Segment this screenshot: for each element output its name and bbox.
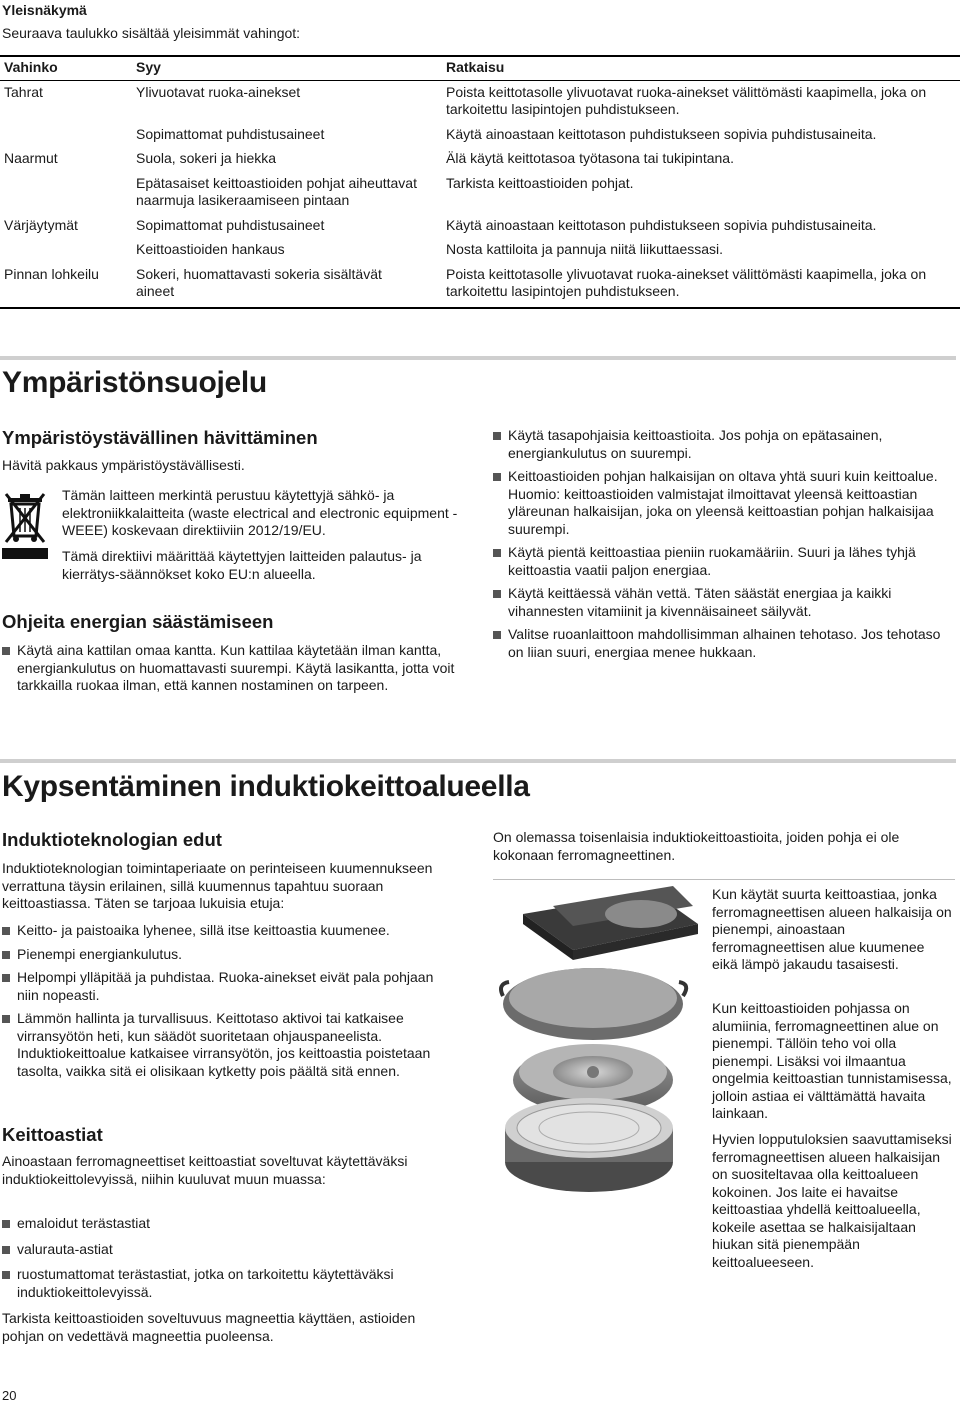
table-row — [0, 238, 960, 263]
cell-solution: Nosta kattiloita ja pannuja niitä liikuttaessasi. — [446, 241, 724, 257]
cell-solution: Tarkista keittoastioiden pohjat. — [446, 174, 634, 191]
bullet-icon — [493, 432, 501, 440]
cell-cause: Suola, sokeri ja hiekka — [136, 150, 277, 166]
cell-cause: Sopimattomat puhdistusaineet — [136, 125, 325, 142]
cookware-list — [2, 1215, 458, 1307]
energy-tips-left — [2, 642, 458, 701]
cell-damage: Naarmut — [4, 150, 58, 166]
list-item: Keitto- ja paistoaika lyhenee, sillä itse keittoastia kuumenee. — [2, 922, 458, 940]
list-item: Käytä keittäessä vähän vettä. Täten säästät energiaa ja kaikki vihannesten vitamiinit ja kivennäisaineet säilyvät. — [493, 585, 955, 620]
bullet-icon — [2, 974, 10, 982]
damage-table — [0, 55, 960, 309]
table-row — [0, 123, 960, 148]
right-intro: On olemassa toisenlaisia induktiokeittoastioita, joiden pohja ei ole kokonaan ferromagneettinen. — [493, 829, 900, 863]
bullet-icon — [2, 927, 10, 935]
right-paragraph-3: Hyvien lopputuloksien saavuttamiseksi ferromagneettisen alueen halkaisijan on suositeltavaa olla keittoalueen kokoinen. Jos laite ei havaitse keittoastiaa yhdellä keittoalueella, kokeile asettaa se halkaisijaltaan hiukan sitä pienempään keittoalueeseen. — [712, 1131, 952, 1270]
list-item: Keittoastioiden pohjan halkaisijan on oltava yhtä suuri kuin keittoalue. Huomio: keittoastioiden valmistajat ilmoittavat yleensä keittoastian yläreunan halkaisijan, joka on yleensä keittoastian pohjan halkaisijaa suurempi. — [493, 468, 955, 538]
list-item: valurauta-astiat — [2, 1241, 458, 1259]
table-row — [0, 263, 960, 308]
section-divider — [0, 759, 956, 763]
benefits-list — [2, 922, 458, 1086]
environment-title: Ympäristönsuojelu — [2, 366, 267, 399]
list-item: Pienempi energiankulutus. — [2, 946, 458, 964]
bullet-icon — [2, 1220, 10, 1228]
list-item: ruostumattomat terästastiat, jotka on tarkoitettu käytettäväksi induktiokeittolevyissä. — [2, 1266, 458, 1301]
right-paragraph-2: Kun keittoastioiden pohjassa on alumiinia, ferromagneettinen alue on pienempi. Tällöin teho voi olla pienempi. Lisäksi voi ilmaantua ongelmia keittoastian tunnistamisessa, jolloin astiaa ei välttämättä havaita lainkaan. — [712, 1000, 952, 1121]
cookware-illustration — [493, 884, 703, 1194]
cell-cause: Epätasaiset keittoastioiden pohjat aiheuttavat naarmuja lasikeraamiseen pintaan — [136, 174, 417, 208]
benefits-intro: Induktioteknologian toimintaperiaate on perinteiseen kuumennukseen verrattuna täysin erilainen, sillä kuumennus tapahtuu suoraan keittoastiassa. Täten se tarjoaa lukuisia etuja: — [2, 860, 433, 911]
cell-damage: Pinnan lohkeilu — [0, 263, 132, 308]
header-solution: Ratkaisu — [442, 56, 960, 80]
table-header-row — [0, 56, 960, 80]
table-row — [0, 172, 960, 214]
bullet-icon — [2, 647, 10, 655]
section-divider — [0, 356, 956, 360]
energy-tips-right — [493, 427, 955, 667]
list-item: Helpompi ylläpitää ja puhdistaa. Ruoka-ainekset eivät pala pohjaan niin nopeasti. — [2, 969, 458, 1004]
cell-cause: Ylivuotavat ruoka-ainekset — [136, 83, 301, 100]
header-cause: Syy — [132, 56, 442, 80]
bullet-icon — [2, 1246, 10, 1254]
benefits-title: Induktioteknologian edut — [2, 829, 222, 850]
cell-solution: Poista keittotasolle ylivuotavat ruoka-ainekset välittömästi kaapimella, joka on tarkoitettu lasipintojen puhdistukseen. — [442, 263, 960, 308]
list-item: Lämmön hallinta ja turvallisuus. Keittotaso aktivoi tai katkaisee virransyötön heti, kun säädöt suoritetaan ohjauspaneelista. Induktiokeittoalue katkaisee virransyötön, jos keittoastia poistetaan tasolta, vaikka sitä ei olisikaan kytketty pois päältä sitä ennen. — [2, 1010, 458, 1080]
list-item: Käytä aina kattilan omaa kantta. Kun kattilaa käytetään ilman kantta, energiankulutus on huomattavasti suurempi. Käytä lasikantta, jotta voit tarkkailla ruokaa ilman, että kannen nostaminen on tarpeen. — [2, 642, 458, 695]
table-row — [0, 214, 960, 239]
bullet-icon — [2, 1015, 10, 1023]
list-item: Käytä pientä keittoastiaa pieniin ruokamääriin. Suuri ja lähes tyhjä keittoastia vaatii paljon energiaa. — [493, 544, 955, 579]
disposal-intro: Hävitä pakkaus ympäristöystävällisesti. — [2, 457, 245, 473]
overview-title: Yleisnäkymä — [2, 2, 87, 18]
list-item: Valitse ruoanlaittoon mahdollisimman alhainen tehotaso. Jos tehotaso on liian suuri, energiaa menee hukkaan. — [493, 626, 955, 661]
bullet-icon — [2, 1271, 10, 1279]
induction-title: Kypsentäminen induktiokeittoalueella — [2, 770, 530, 803]
bullet-icon — [493, 549, 501, 557]
cell-solution: Poista keittotasolle ylivuotavat ruoka-ainekset välittömästi kaapimella, joka on tarkoitettu lasipintojen puhdistukseen. — [446, 83, 927, 117]
table-row — [0, 80, 960, 123]
list-item: Käytä tasapohjaisia keittoastioita. Jos pohja on epätasainen, energiankulutus on suurempi. — [493, 427, 955, 462]
bullet-icon — [2, 951, 10, 959]
bullet-icon — [493, 631, 501, 639]
cookware-title: Keittoastiat — [2, 1124, 103, 1145]
bullet-icon — [493, 473, 501, 481]
header-damage: Vahinko — [0, 56, 132, 80]
weee-paragraph-1: Tämän laitteen merkintä perustuu käytettyjä sähkö- ja elektroniikkalaitteita (waste electrical and electronic equipment - WEEE) koskevaan direktiiviin 2012/19/EU. — [62, 487, 458, 538]
weee-bin-icon — [2, 488, 48, 568]
energy-title: Ohjeita energian säästämiseen — [2, 611, 274, 632]
cell-damage: Tahrat — [4, 83, 43, 100]
cell-cause: Sokeri, huomattavasti sokeria sisältävät aineet — [132, 263, 442, 308]
page-number: 20 — [2, 1388, 17, 1403]
list-item: emaloidut terästastiat — [2, 1215, 458, 1233]
cell-cause: Keittoastioiden hankaus — [136, 241, 285, 257]
overview-intro: Seuraava taulukko sisältää yleisimmät vahingot: — [2, 25, 301, 41]
table-row — [0, 147, 960, 172]
disposal-title: Ympäristöystävällinen hävittäminen — [2, 427, 318, 448]
bullet-icon — [493, 590, 501, 598]
weee-paragraph-2: Tämä direktiivi määrittää käytettyjen laitteiden palautus- ja kierrätys-säännökset koko EU:n alueella. — [62, 548, 422, 582]
figure-top-rule — [493, 879, 955, 880]
cell-damage: Värjäytymät — [4, 216, 78, 233]
cell-solution: Älä käytä keittotasoa työtasona tai tukipintana. — [446, 150, 734, 166]
cell-damage — [0, 123, 132, 148]
cell-damage — [0, 172, 132, 214]
cookware-intro: Ainoastaan ferromagneettiset keittoastiat soveltuvat käytettäväksi induktiokeittolevyissä, niihin kuuluvat muun muassa: — [2, 1153, 408, 1187]
cell-solution: Käytä ainoastaan keittotason puhdistukseen sopivia puhdistusaineita. — [446, 216, 877, 233]
right-paragraph-1: Kun käytät suurta keittoastiaa, jonka ferromagneettisen alueen halkaisija on pienempi, ainoastaan ferromagneettisen alue kuumenee eikä lämpö jakaudu tasaisesti. — [712, 886, 952, 972]
cookware-outro: Tarkista keittoastioiden soveltuvuus magneettia käyttäen, astioiden pohjan on vedettävä magneettia puoleensa. — [2, 1310, 416, 1344]
cell-solution: Käytä ainoastaan keittotason puhdistukseen sopivia puhdistusaineita. — [446, 125, 877, 142]
cell-cause: Sopimattomat puhdistusaineet — [136, 216, 325, 233]
cell-damage — [0, 238, 132, 263]
